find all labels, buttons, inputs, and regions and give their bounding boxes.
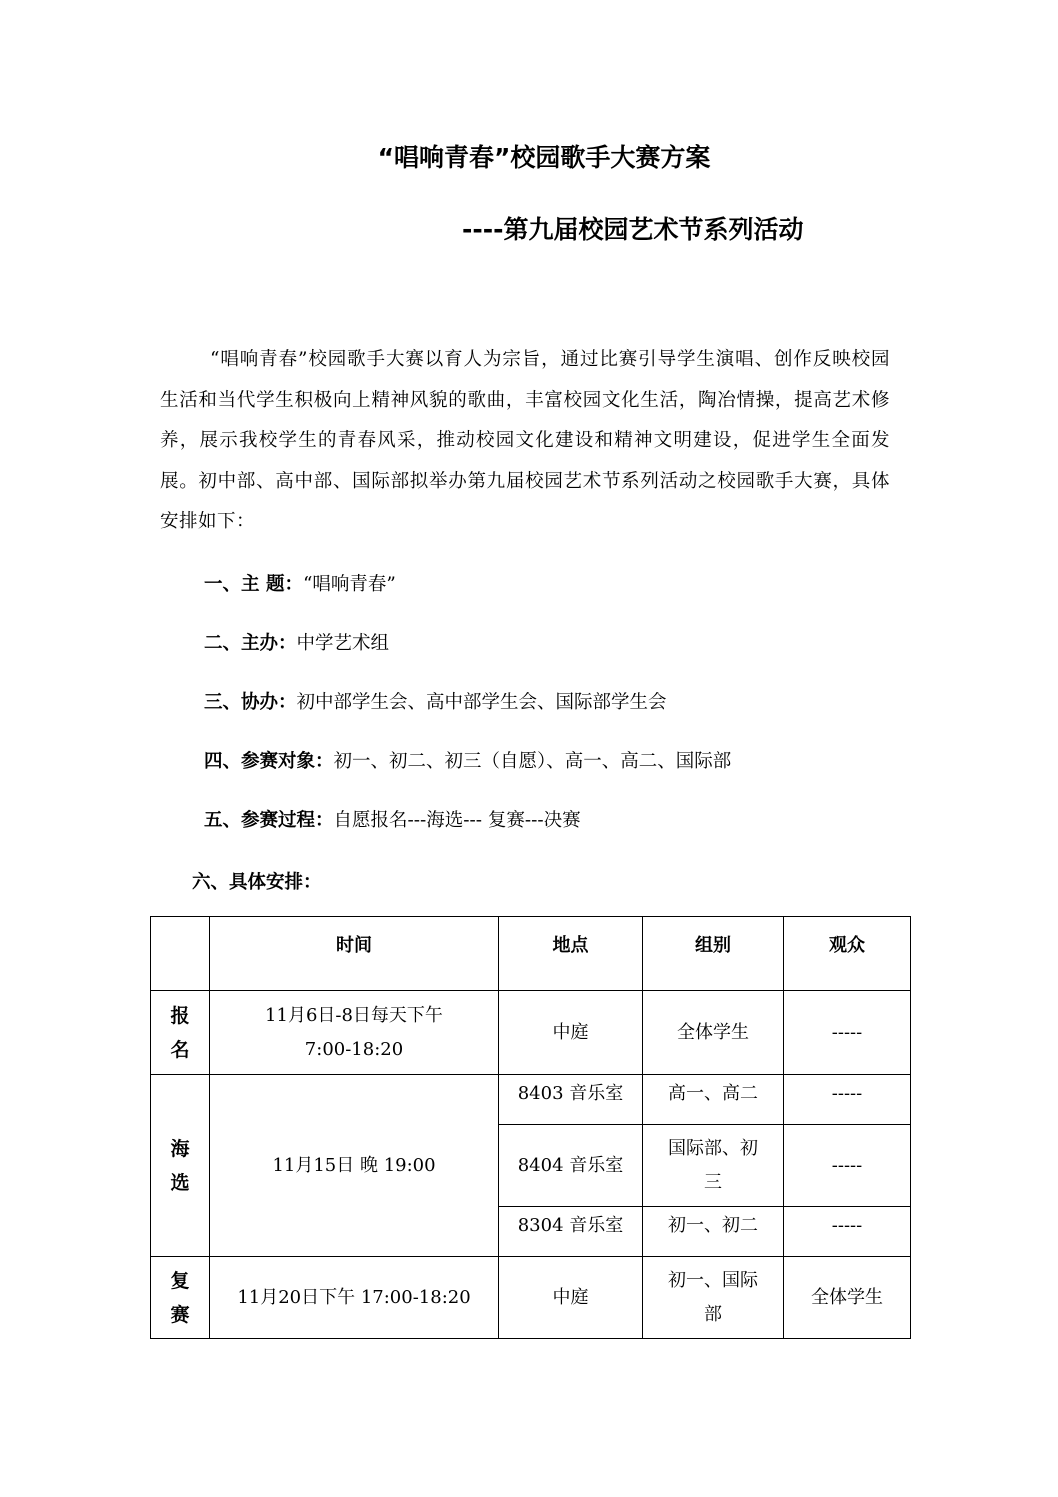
- table-row-registration: [151, 991, 911, 1075]
- item-co-organizer: [204, 688, 667, 714]
- stage-cell: [151, 1257, 210, 1339]
- header-time: 时间: [210, 917, 499, 991]
- place-cell: 8403 音乐室: [499, 1075, 643, 1125]
- place-cell: 中庭: [499, 1257, 643, 1339]
- stage-char: 报: [170, 1004, 190, 1027]
- group-line: 三: [704, 1171, 722, 1193]
- time-cell: 11月15日 晚 19:00: [210, 1075, 499, 1257]
- group-cell: [643, 1125, 784, 1207]
- time-line: 11月6日-8日每天下午: [265, 1004, 443, 1026]
- item-value: 初一、初二、初三（自愿）、高一、高二、国际部: [333, 751, 732, 772]
- group-line: 初一、国际: [668, 1269, 758, 1291]
- audience-cell: -----: [784, 1125, 911, 1207]
- group-line: 国际部、初: [668, 1137, 758, 1159]
- group-cell: 高一、高二: [643, 1075, 784, 1125]
- group-cell: [643, 1257, 784, 1339]
- stage-char: 海: [170, 1137, 190, 1160]
- header-place: 地点: [499, 917, 643, 991]
- header-audience: 观众: [784, 917, 911, 991]
- item-label: 二、主办：: [204, 633, 297, 654]
- item-label: 三、协办：: [204, 692, 297, 713]
- stage-char: 名: [170, 1038, 190, 1061]
- item-value: 中学艺术组: [296, 633, 390, 654]
- audience-cell: -----: [784, 991, 911, 1075]
- table-header-row: [151, 917, 911, 991]
- item-label: 四、参赛对象：: [204, 751, 334, 772]
- audience-cell: 全体学生: [784, 1257, 911, 1339]
- stage-char: 选: [170, 1171, 190, 1194]
- table-row-semifinal: [151, 1257, 911, 1339]
- place-cell: 8304 音乐室: [499, 1207, 643, 1257]
- audience-cell: -----: [784, 1207, 911, 1257]
- place-cell: 中庭: [499, 991, 643, 1075]
- item-organizer: [204, 629, 389, 655]
- item-value: 自愿报名---海选--- 复赛---决赛: [333, 810, 581, 831]
- item-value: 初中部学生会、高中部学生会、国际部学生会: [296, 692, 667, 713]
- document-subtitle: ----第九届校园艺术节系列活动: [462, 215, 804, 244]
- time-cell: [210, 991, 499, 1075]
- table-row-audition-1: [151, 1075, 911, 1125]
- item-participants: [204, 747, 731, 773]
- group-line: 部: [704, 1303, 722, 1325]
- time-line: 7:00-18:20: [304, 1038, 404, 1060]
- item-label: 五、参赛过程：: [204, 810, 334, 831]
- group-cell: 全体学生: [643, 991, 784, 1075]
- header-group: 组别: [643, 917, 784, 991]
- stage-cell: [151, 1075, 210, 1257]
- item-process: [204, 806, 581, 832]
- item-theme: [204, 570, 396, 596]
- document-title: “唱响青春”校园歌手大赛方案: [377, 143, 711, 172]
- item-label: 六、具体安排：: [192, 872, 322, 893]
- place-cell: 8404 音乐室: [499, 1125, 643, 1207]
- audience-cell: -----: [784, 1075, 911, 1125]
- time-cell: 11月20日下午 17:00-18:20: [210, 1257, 499, 1339]
- stage-char: 复: [170, 1269, 190, 1292]
- group-cell: 初一、初二: [643, 1207, 784, 1257]
- schedule-table: [150, 916, 911, 1339]
- stage-cell: [151, 991, 210, 1075]
- item-value: “唱响青春”: [302, 574, 396, 595]
- item-label: 一、主 题：: [204, 574, 303, 595]
- header-cell-empty: [151, 917, 210, 991]
- item-schedule: [192, 868, 322, 894]
- intro-paragraph: “唱响青春”校园歌手大赛以育人为宗旨，通过比赛引导学生演唱、创作反映校园生活和当代学生积极向上精神风貌的歌曲，丰富校园文化生活，陶冶情操，提高艺术修养，展示我校学生的青春风采，推动校园文化建设和精神文明建设，促进学生全面发展。初中部、高中部、国际部拟举办第九届校园艺术节系列活动之校园歌手大赛，具体安排如下：: [160, 349, 890, 532]
- stage-char: 赛: [170, 1303, 190, 1326]
